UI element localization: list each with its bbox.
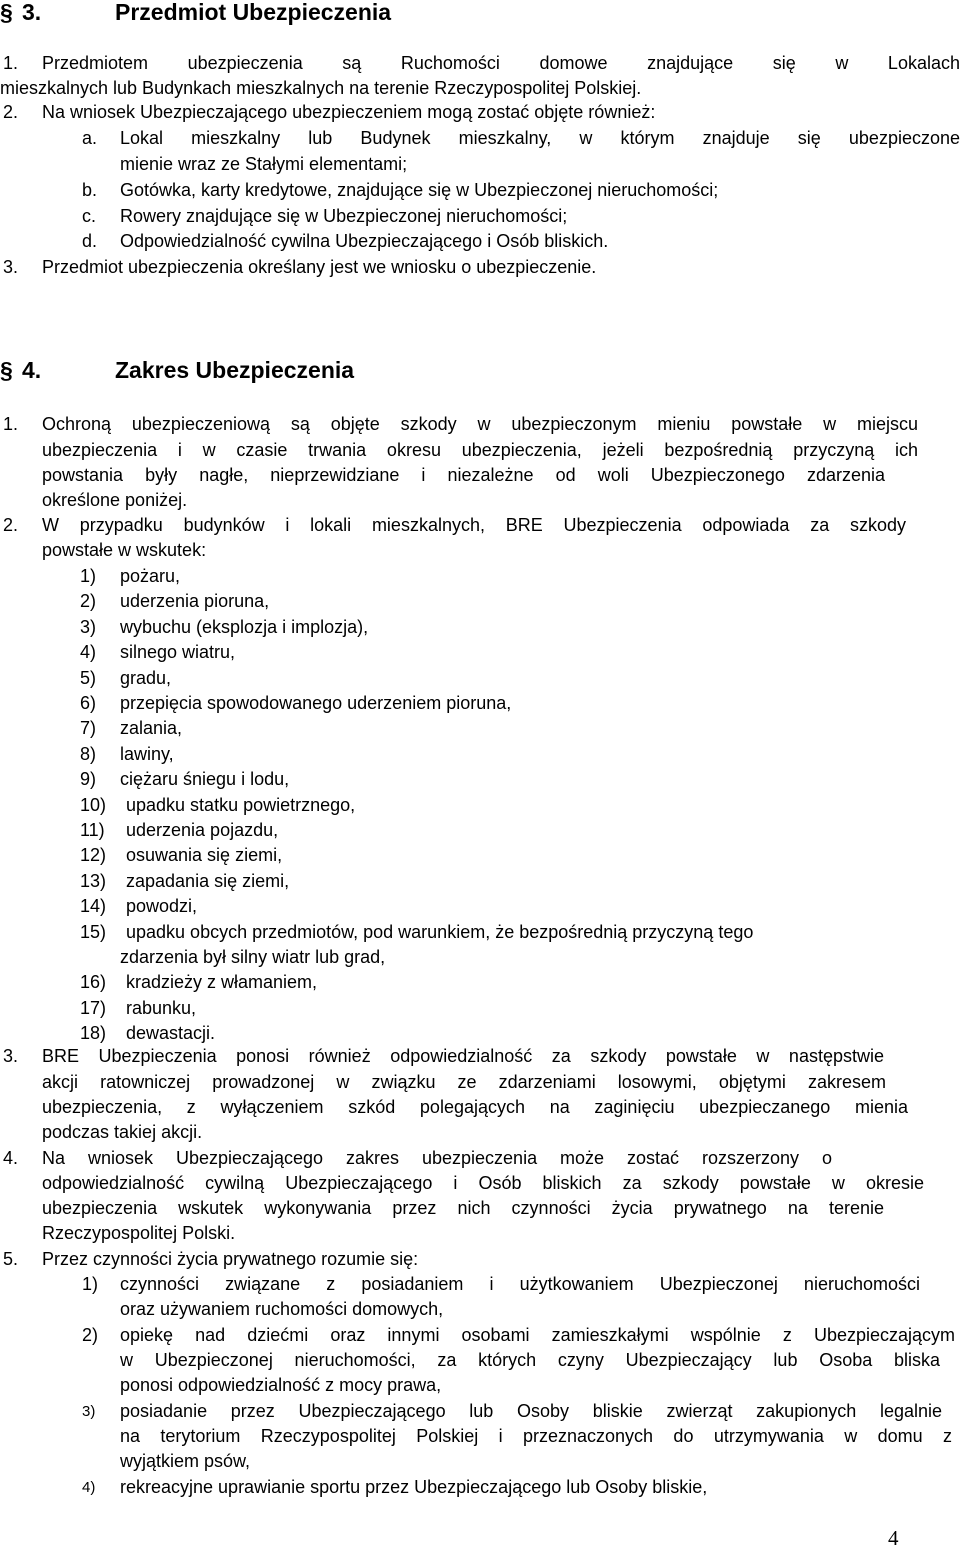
cause-number: 1) bbox=[80, 566, 97, 586]
cause-number: 11) bbox=[80, 820, 105, 840]
item-number: b. bbox=[82, 180, 98, 200]
paragraph-line: mieszkalnych lub Budynkach mieszkalnych na terenie Rzeczypospolitej Polskiej. bbox=[0, 78, 642, 98]
item-number: 2) bbox=[82, 1325, 99, 1345]
paragraph-line: podczas takiej akcji. bbox=[42, 1122, 203, 1142]
section-title: Przedmiot Ubezpieczenia bbox=[115, 0, 392, 25]
paragraph-line: Rowery znajdujące się w Ubezpieczonej nieruchomości; bbox=[120, 206, 568, 226]
paragraph-line: czynności związane z posiadaniem i użytkowaniem Ubezpieczonej nieruchomości bbox=[120, 1274, 920, 1294]
paragraph-line: ubezpieczenia wskutek wykonywania przez nich czynności życia prywatnego na terenie bbox=[42, 1198, 884, 1218]
item-number: 2. bbox=[3, 515, 19, 535]
paragraph-line: Lokal mieszkalny lub Budynek mieszkalny, w którym znajduje się ubezpieczone bbox=[120, 128, 960, 148]
section-4-heading bbox=[0, 354, 354, 386]
paragraph-line: oraz używaniem ruchomości domowych, bbox=[120, 1299, 444, 1319]
cause-text: kradzieży z włamaniem, bbox=[126, 972, 318, 992]
section-3-heading bbox=[0, 0, 391, 28]
cause-number: 4) bbox=[80, 642, 97, 662]
cause-text: osuwania się ziemi, bbox=[126, 845, 283, 865]
cause-text: ciężaru śniegu i lodu, bbox=[120, 769, 290, 789]
page-number: 4 bbox=[888, 1526, 899, 1550]
item-number: 3) bbox=[82, 1403, 96, 1420]
cause-text: upadku obcych przedmiotów, pod warunkiem, że bezpośrednią przyczyną tego bbox=[126, 922, 754, 942]
paragraph-line: powstania były nagłe, nieprzewidziane i niezależne od woli Ubezpieczonego zdarzenia bbox=[42, 465, 885, 485]
item-number: 4) bbox=[82, 1479, 96, 1496]
paragraph-line: rekreacyjne uprawianie sportu przez Ubezpieczającego lub Osoby bliskie, bbox=[120, 1477, 708, 1497]
cause-number: 10) bbox=[80, 795, 107, 815]
cause-number: 17) bbox=[80, 998, 107, 1018]
cause-number: 15) bbox=[80, 922, 107, 942]
cause-text: lawiny, bbox=[120, 744, 174, 764]
cause-text: dewastacji. bbox=[126, 1023, 216, 1043]
paragraph-line: BRE Ubezpieczenia ponosi również odpowiedzialność za szkody powstałe w następstwie bbox=[42, 1046, 884, 1066]
paragraph-line: opiekę nad dziećmi oraz innymi osobami zamieszkałymi wspólnie z Ubezpieczającym bbox=[120, 1325, 955, 1345]
paragraph-line: W przypadku budynków i lokali mieszkalnych, BRE Ubezpieczenia odpowiada za szkody bbox=[42, 515, 906, 535]
item-number: 1. bbox=[3, 414, 19, 434]
cause-number: 12) bbox=[80, 845, 107, 865]
paragraph-line: ubezpieczenia, z wyłączeniem szkód polegających na zaginięciu ubezpieczanego mienia bbox=[42, 1097, 908, 1117]
cause-number: 13) bbox=[80, 871, 107, 891]
paragraph-line: określone poniżej. bbox=[42, 490, 188, 510]
cause-text: silnego wiatru, bbox=[120, 642, 236, 662]
cause-text: rabunku, bbox=[126, 998, 197, 1018]
paragraph-line: Przedmiot ubezpieczenia określany jest we wniosku o ubezpieczenie. bbox=[42, 257, 597, 277]
cause-text: pożaru, bbox=[120, 566, 181, 586]
section-number: 3. bbox=[22, 0, 42, 25]
item-number: 1) bbox=[82, 1274, 99, 1294]
item-number: 4. bbox=[3, 1148, 19, 1168]
cause-number: 14) bbox=[80, 896, 107, 916]
paragraph-line: odpowiedzialność cywilną Ubezpieczającego i Osób bliskich za szkody powstałe w okresie bbox=[42, 1173, 924, 1193]
cause-number: 7) bbox=[80, 718, 97, 738]
cause-text: uderzenia pojazdu, bbox=[126, 820, 279, 840]
item-number: c. bbox=[82, 206, 97, 226]
cause-text-continued: zdarzenia był silny wiatr lub grad, bbox=[120, 947, 386, 967]
paragraph-line: powstałe w wskutek: bbox=[42, 540, 207, 560]
paragraph-line: Na wniosek Ubezpieczającego ubezpieczeniem mogą zostać objęte również: bbox=[42, 102, 656, 122]
cause-text: wybuchu (eksplozja i implozja), bbox=[120, 617, 369, 637]
cause-number: 18) bbox=[80, 1023, 107, 1043]
item-number: d. bbox=[82, 231, 98, 251]
cause-text: zapadania się ziemi, bbox=[126, 871, 290, 891]
section-sign: § bbox=[0, 356, 13, 383]
cause-number: 2) bbox=[80, 591, 97, 611]
paragraph-line: ponosi odpowiedzialność z mocy prawa, bbox=[120, 1375, 442, 1395]
paragraph-line: posiadanie przez Ubezpieczającego lub Osoby bliskie zwierząt zakupionych legalnie bbox=[120, 1401, 942, 1421]
paragraph-line: akcji ratowniczej prowadzonej w związku ze zdarzeniami losowymi, objętymi zakresem bbox=[42, 1072, 886, 1092]
cause-text: gradu, bbox=[120, 668, 172, 688]
cause-number: 8) bbox=[80, 744, 97, 764]
cause-number: 16) bbox=[80, 972, 107, 992]
item-number: a. bbox=[82, 128, 98, 148]
item-number: 3. bbox=[3, 1046, 19, 1066]
paragraph-line: w Ubezpieczonej nieruchomości, za których czyny Ubezpieczający lub Osoba bliska bbox=[120, 1350, 940, 1370]
paragraph-line: Na wniosek Ubezpieczającego zakres ubezpieczenia może zostać rozszerzony o bbox=[42, 1148, 832, 1168]
cause-number: 6) bbox=[80, 693, 97, 713]
cause-number: 3) bbox=[80, 617, 97, 637]
cause-number: 9) bbox=[80, 769, 97, 789]
cause-text: przepięcia spowodowanego uderzeniem pioruna, bbox=[120, 693, 512, 713]
paragraph-line: Ochroną ubezpieczeniową są objęte szkody w ubezpieczonym mieniu powstałe w miejscu bbox=[42, 414, 918, 434]
item-number: 5. bbox=[3, 1249, 19, 1269]
paragraph-line: Gotówka, karty kredytowe, znajdujące się w Ubezpieczonej nieruchomości; bbox=[120, 180, 719, 200]
item-number: 1. bbox=[3, 53, 19, 73]
section-number: 4. bbox=[22, 356, 42, 383]
paragraph-line: Rzeczypospolitej Polski. bbox=[42, 1223, 236, 1243]
cause-text: powodzi, bbox=[126, 896, 198, 916]
paragraph-line: Odpowiedzialność cywilna Ubezpieczającego i Osób bliskich. bbox=[120, 231, 609, 251]
section-sign: § bbox=[0, 0, 13, 25]
cause-text: uderzenia pioruna, bbox=[120, 591, 270, 611]
item-number: 3. bbox=[3, 257, 19, 277]
paragraph-line: na terytorium Rzeczypospolitej Polskiej i przeznaczonych do utrzymywania w domu z bbox=[120, 1426, 952, 1446]
cause-number: 5) bbox=[80, 668, 97, 688]
paragraph-line: Przedmiotem ubezpieczenia są Ruchomości domowe znajdujące się w Lokalach bbox=[42, 53, 960, 73]
paragraph-line: wyjątkiem psów, bbox=[120, 1451, 251, 1471]
paragraph-line: Przez czynności życia prywatnego rozumie się: bbox=[42, 1249, 419, 1269]
cause-text: zalania, bbox=[120, 718, 183, 738]
cause-text: upadku statku powietrznego, bbox=[126, 795, 356, 815]
paragraph-line: mienie wraz ze Stałymi elementami; bbox=[120, 154, 408, 174]
section-title: Zakres Ubezpieczenia bbox=[115, 356, 355, 383]
paragraph-line: ubezpieczenia i w czasie trwania okresu ubezpieczenia, jeżeli bezpośrednią przyczyną ich bbox=[42, 440, 918, 460]
item-number: 2. bbox=[3, 102, 19, 122]
